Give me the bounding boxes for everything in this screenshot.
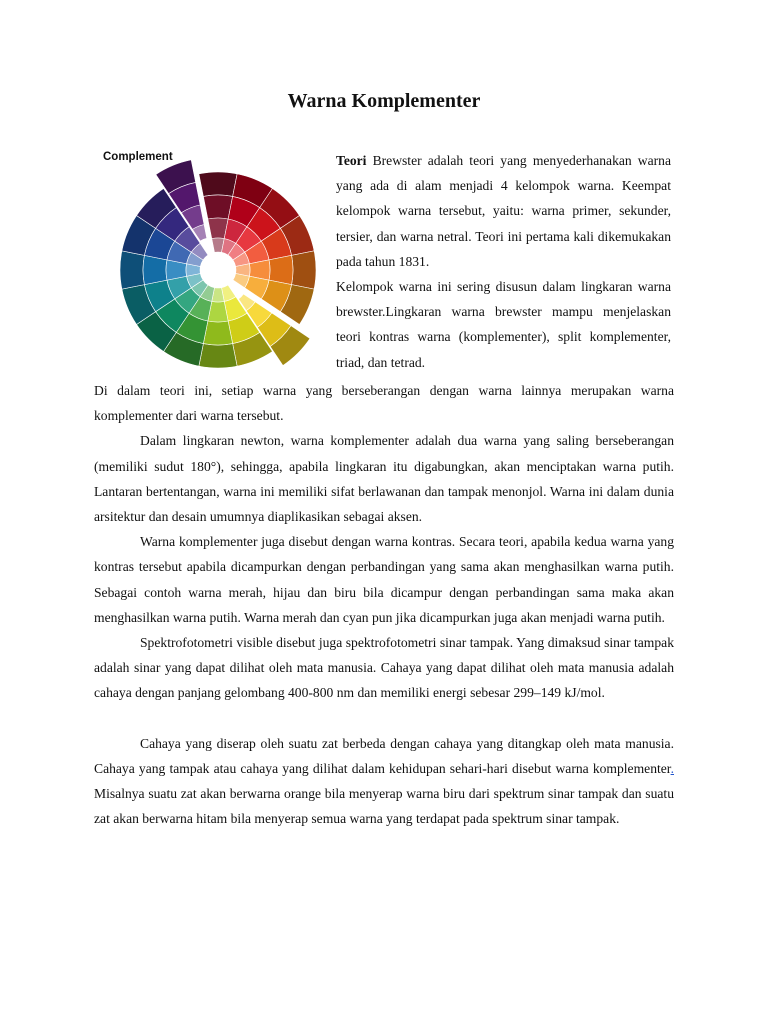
- paragraph-spacer: [94, 706, 674, 731]
- body-paragraph: Spektrofotometri visible disebut juga spektrofotometri sinar tampak. Yang dimaksud sinar tampak adalah sinar yang dapat dilihat oleh mata manusia. Cahaya yang dapat dilihat oleh mata manusia adalah cahaya dengan panjang gelombang 400-800 nm dan memiliki energi sebesar 299–149 kJ/mol.: [94, 635, 674, 701]
- inline-link[interactable]: .: [670, 761, 674, 777]
- color-wheel-segment: [292, 251, 316, 289]
- color-wheel-segment: [120, 251, 144, 289]
- color-wheel-segment: [203, 195, 232, 219]
- color-wheel-segment: [203, 321, 232, 345]
- side-paragraph: [336, 274, 671, 375]
- color-wheel-segment: [199, 172, 237, 196]
- wheel-center: [200, 252, 236, 288]
- side-paragraph-lead: Teori: [336, 153, 367, 168]
- side-text-column: [336, 148, 671, 375]
- color-wheel-segment: [199, 344, 237, 368]
- paragraph-text: Cahaya yang diserap oleh suatu zat berbeda dengan cahaya yang ditangkap oleh mata manusia. Cahaya yang tampak atau cahaya yang dilihat dalam kehidupan sehari-hari disebut warna komplementer: [94, 735, 674, 777]
- figure-label: Complement: [103, 151, 173, 163]
- body-paragraph: Warna komplementer juga disebut dengan warna kontras. Secara teori, apabila kedua warna yang kontras tersebut apabila dicampurkan dengan perbandingan yang sama akan menghasilkan warna putih. Sebagai contoh warna merah, hijau dan biru bila dicampur dengan perbandingan sama maka akan menghasilkan warna putih. Warna merah dan cyan pun jika dicampurkan juga akan menjadi warna putih.: [94, 534, 674, 625]
- paragraph-text: Misalnya suatu zat akan berwarna orange bila menyerap warna biru dari spektrum sinar tampak dan suatu zat akan berwarna hitam bila menyerap semua warna yang terdapat pada spektrum sinar tampak.: [94, 786, 674, 827]
- body-text: [94, 378, 674, 832]
- page-title: Warna Komplementer: [287, 90, 481, 112]
- side-paragraph-text: Brewster adalah teori yang menyederhanakan warna yang ada di alam menjadi 4 kelompok warna. Keempat kelompok warna tersebut, yaitu: warna primer, sekunder, tersier, dan warna netral. Teori ini pertama kali dikemukakan pada tahun 1831.: [336, 153, 671, 269]
- color-wheel-graphic: [97, 145, 322, 375]
- body-paragraph: [94, 731, 674, 832]
- body-paragraph: Di dalam teori ini, setiap warna yang berseberangan dengan warna lainnya merupakan warna komplementer dari warna tersebut.: [94, 383, 674, 424]
- side-paragraph: [336, 148, 671, 274]
- complement-color-wheel-figure: [97, 145, 322, 375]
- color-wheel-segment: [269, 255, 293, 284]
- body-paragraph: Dalam lingkaran newton, warna komplementer adalah dua warna yang saling berseberangan (memiliki sudut 180°), sehingga, apabila lingkaran itu digabungkan, akan menciptakan warna putih. Lantaran bertentangan, warna ini memiliki sifat berlawanan dan tampak menonjol. Warna ini dalam dunia arsitektur dan desain umumnya diaplikasikan sebagai aksen.: [94, 433, 674, 525]
- side-paragraph-text: Kelompok warna ini sering disusun dalam lingkaran warna brewster.Lingkaran warna brewster mampu menjelaskan teori kontras warna (komplementer), split komplementer, triad, dan tetrad.: [336, 279, 671, 370]
- color-wheel-segment: [143, 255, 167, 284]
